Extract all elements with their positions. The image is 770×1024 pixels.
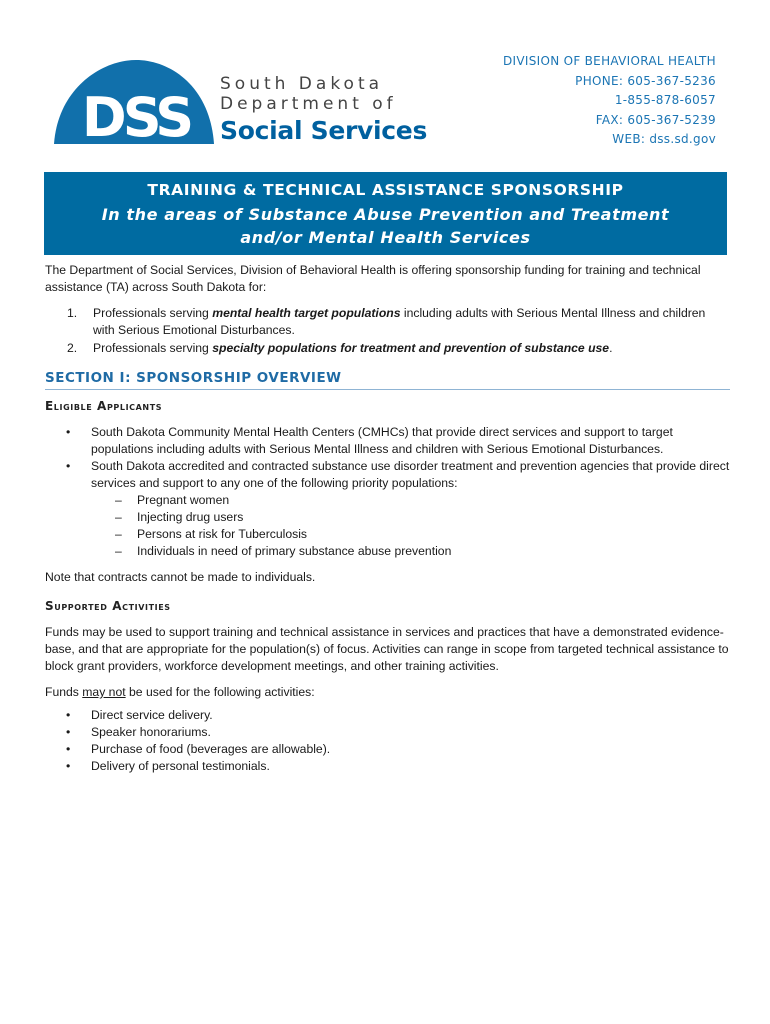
- logo-social-services: Social Services: [220, 116, 428, 145]
- contracts-note: Note that contracts cannot be made to individuals.: [45, 570, 316, 584]
- contact-phone: PHONE: 605-367-5236: [575, 73, 716, 88]
- list-item: • Direct service delivery.: [91, 707, 730, 724]
- target-item: 2. Professionals serving specialty populations for treatment and prevention of substance use.: [67, 341, 613, 355]
- contact-tollfree: 1-855-878-6057: [614, 93, 716, 107]
- priority-populations-list: [91, 492, 730, 560]
- intro-paragraph: The Department of Social Services, Division of Behavioral Health is offering sponsorship funding for training and technical assistance (TA) across South Dakota for:: [45, 263, 701, 294]
- list-item: • South Dakota accredited and contracted substance use disorder treatment and prevention agencies that provide direct services and support to any one of the following priority populations: – Pregnant women – Injecting drug users – Persons at risk for Tuberculosis – Individuals in need of primary substance abuse prevention: [91, 458, 730, 560]
- list-item: – Pregnant women: [137, 492, 730, 509]
- contact-fax: FAX: 605-367-5239: [595, 112, 716, 127]
- list-item: – Injecting drug users: [137, 509, 730, 526]
- list-item: • South Dakota Community Mental Health Centers (CMHCs) that provide direct services and support to target populations including adults with Serious Mental Illness and children with Serious Emotional Disturbances.: [91, 424, 730, 458]
- banner-title: TRAINING & TECHNICAL ASSISTANCE SPONSORSHIP: [147, 181, 624, 199]
- list-item: • Purchase of food (beverages are allowable).: [91, 741, 730, 758]
- list-item: • Delivery of personal testimonials.: [91, 758, 730, 775]
- funds-not-used-intro: Funds may not be used for the following activities:: [45, 685, 315, 699]
- section-heading: SECTION I: SPONSORSHIP OVERVIEW: [45, 370, 730, 390]
- list-number: 1.: [67, 306, 78, 320]
- contact-division: DIVISION OF BEHAVIORAL HEALTH: [502, 54, 716, 68]
- dss-logo: [52, 58, 442, 154]
- not-used-list: [45, 707, 730, 775]
- dss-logo-letters: DSS: [81, 86, 191, 149]
- supported-activities-heading: Supported Activities: [45, 599, 171, 613]
- title-banner: [44, 172, 727, 255]
- contact-block: [503, 52, 716, 150]
- target-emphasis: mental health target populations: [212, 306, 401, 320]
- contact-web[interactable]: WEB: dss.sd.gov: [612, 132, 716, 146]
- list-item: – Persons at risk for Tuberculosis: [137, 526, 730, 543]
- logo-department-of: Department of: [220, 94, 397, 114]
- list-item: • Speaker honorariums.: [91, 724, 730, 741]
- target-list: [45, 305, 730, 357]
- eligible-applicants-heading: Eligible Applicants: [45, 399, 163, 413]
- logo-south-dakota: South Dakota: [220, 74, 384, 94]
- supported-activities-paragraph: Funds may be used to support training and technical assistance in services and practices that have a demonstrated evidence-base, and that are appropriate for the population(s) of focus. Activities can range in scope from targeted technical assistance to block grant providers, workforce development meetings, and other training activities.: [45, 625, 729, 673]
- document-body: [45, 262, 730, 775]
- banner-subtitle-line1: In the areas of Substance Abuse Prevention and Treatment: [101, 205, 670, 224]
- eligible-list: [45, 424, 730, 560]
- target-emphasis: specialty populations for treatment and prevention of substance use: [212, 341, 610, 355]
- banner-subtitle-line2: and/or Mental Health Services: [240, 228, 531, 247]
- list-number: 2.: [67, 341, 78, 355]
- target-item: 1. Professionals serving mental health target populations including adults with Serious Mental Illness and children with Serious Emotional Disturbances.: [67, 306, 706, 337]
- list-item: – Individuals in need of primary substance abuse prevention: [137, 543, 730, 560]
- dss-logo-mark-icon: [52, 58, 217, 154]
